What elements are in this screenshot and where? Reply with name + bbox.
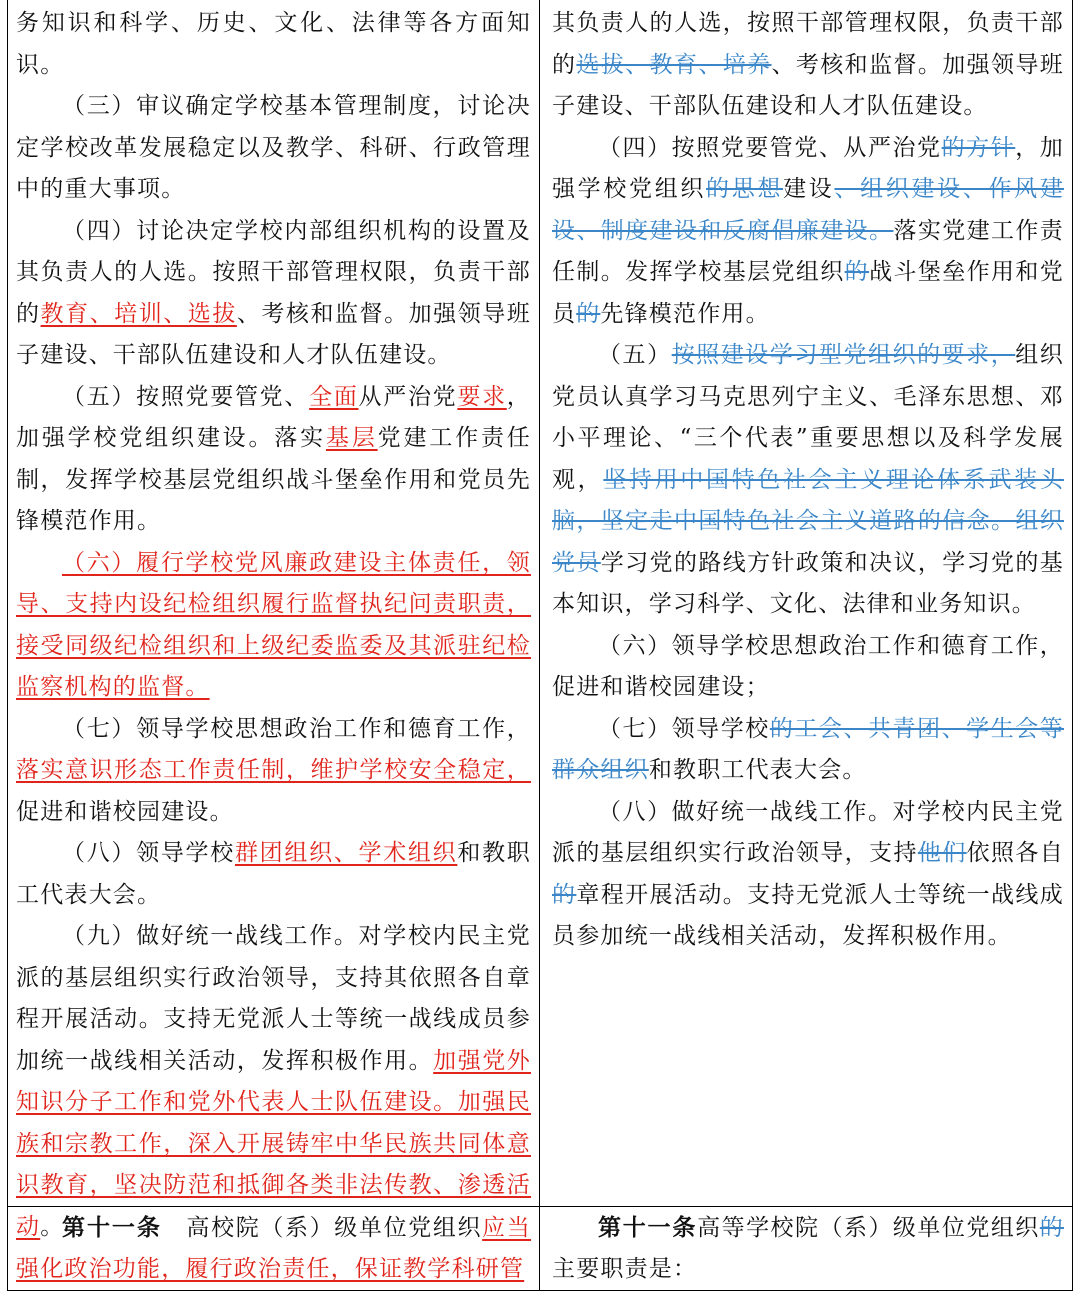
inserted-text: （六）履行学校党风廉政建设主体责任，领导、支持内设纪检组织履行监督执纪问责职责，接受同级纪检组织和上级纪委监委及其派驻纪检监察机构的监督。 xyxy=(16,549,531,700)
right-paragraph-item-5: （五）按照建设学习型党组织的要求，组织党员认真学习马克思列宁主义、毛泽东思想、邓小平理论、“三个代表”重要思想以及科学发展观，坚持用中国特色社会主义理论体系武装头脑，坚定走中国特色社会主义道路的信念。组织党员学习党的路线方针政策和决议，学习党的基本知识，学习科学、文化、法律和业务知识。 xyxy=(552,342,1064,617)
inserted-text: 教育、培训、选拔 xyxy=(40,300,237,327)
left-paragraph-item-9: （九）做好统一战线工作。对学校内民主党派的基层组织实行政治领导，支持其依照各自章程开展活动。支持无党派人士等统一战线成员参加统一战线相关活动，发挥积极作用。加强党外知识分子工作和党外代表人士队伍建设。加强民族和宗教工作，深入开展铸牢中华民族共同体意识教育，坚决防范和抵御各类非法传教、渗透活动。 xyxy=(16,923,531,1240)
right-paragraph-0: 其负责人的人选，按照干部管理权限，负责干部的选拔、教育、培养、考核和监督。加强领导班子建设、干部队伍建设和人才队伍建设。 xyxy=(552,10,1064,119)
comparison-table xyxy=(7,0,1073,1291)
deleted-text: 坚持用中国特色社会主义理论体系武装头脑，坚定走中国特色社会主义道路的信念。组织党员 xyxy=(552,466,1064,576)
deleted-text: 、组织建设、作风建设、制度建设和反腐倡廉建设。 xyxy=(552,176,1065,244)
left-paragraph-0: 务知识和科学、历史、文化、法律等各方面知识。 xyxy=(16,10,531,78)
inserted-text: 群团组织、学术组织 xyxy=(234,840,458,866)
deleted-text: 的工会、共青团、学生会等群众组织 xyxy=(552,715,1064,783)
left-article-11: 第十一条 高校院（系）级单位党组织应当强化政治功能，履行政治责任，保证教学科研管 xyxy=(16,1214,531,1282)
article-number: 第十一条 xyxy=(62,1214,162,1241)
left-paragraph-item-8: （八）领导学校群团组织、学术组织和教职工代表大会。 xyxy=(16,840,531,908)
right-paragraph-item-7: （七）领导学校的工会、共青团、学生会等群众组织和教职工代表大会。 xyxy=(552,715,1064,783)
left-paragraph-item-6 xyxy=(16,543,531,709)
right-column-old-text xyxy=(540,0,1072,1206)
deleted-text: 的思想 xyxy=(706,176,784,202)
right-column-article-11 xyxy=(540,1207,1072,1290)
right-paragraph-item-4: （四）按照党要管党、从严治党的方针，加强学校党组织的思想建设、组织建设、作风建设、制度建设和反腐倡廉建设。落实党建工作责任制。发挥学校基层党组织的战斗堡垒作用和党员的先锋模范作用。 xyxy=(552,134,1065,327)
inserted-text: 加强党外知识分子工作和党外代表人士队伍建设。加强民族和宗教工作，深入开展铸牢中华民族共同体意识教育，坚决防范和抵御各类非法传教、渗透活动 xyxy=(16,1047,531,1240)
right-paragraph-item-8: （八）做好统一战线工作。对学校内民主党派的基层组织实行政治领导，支持他们依照各自的章程开展活动。支持无党派人士等统一战线成员参加统一战线相关活动，发挥积极作用。 xyxy=(552,798,1064,949)
left-paragraph-item-7: （七）领导学校思想政治工作和德育工作，落实意识形态工作责任制，维护学校安全稳定，促进和谐校园建设。 xyxy=(16,715,531,825)
deleted-text: 的 xyxy=(552,881,577,908)
left-paragraph-item-4: （四）讨论决定学校内部组织机构的设置及其负责人的人选。按照干部管理权限，负责干部的教育、培训、选拔、考核和监督。加强领导班子建设、干部队伍建设和人才队伍建设。 xyxy=(16,217,531,368)
deleted-text: 按照建设学习型党组织的要求， xyxy=(671,342,1016,368)
inserted-text: 落实意识形态工作责任制，维护学校安全稳定， xyxy=(16,757,531,783)
left-paragraph-item-3: （三）审议确定学校基本管理制度，讨论决定学校改革发展稳定以及教学、科研、行政管理中的重大事项。 xyxy=(16,93,531,202)
inserted-text: 应当强化政治功能，履行政治责任，保证教学科研管 xyxy=(16,1215,531,1282)
article-number: 第十一条 xyxy=(598,1214,698,1241)
deleted-text: 的方针 xyxy=(941,134,1016,161)
deleted-text: 的 xyxy=(844,259,870,285)
inserted-text: 要求 xyxy=(457,383,507,410)
inserted-text: 基层 xyxy=(325,425,378,451)
deleted-text: 选拔、教育、培养 xyxy=(576,51,772,78)
left-paragraph-item-5: （五）按照党要管党、全面从严治党要求，加强学校党组织建设。落实基层党建工作责任制，发挥学校基层党组织战斗堡垒作用和党员先锋模范作用。 xyxy=(16,383,532,534)
right-paragraph-item-6: （六）领导学校思想政治工作和德育工作，促进和谐校园建设； xyxy=(552,632,1064,700)
right-article-11: 第十一条高等学校院（系）级单位党组织的主要职责是： xyxy=(552,1214,1064,1282)
left-column-article-11 xyxy=(8,1207,540,1290)
deleted-text: 他们 xyxy=(917,840,967,866)
deleted-text: 的 xyxy=(576,300,601,327)
inserted-text: 全面 xyxy=(309,383,359,410)
deleted-text: 的 xyxy=(1039,1215,1064,1241)
table-row-bottom xyxy=(8,1207,1072,1290)
